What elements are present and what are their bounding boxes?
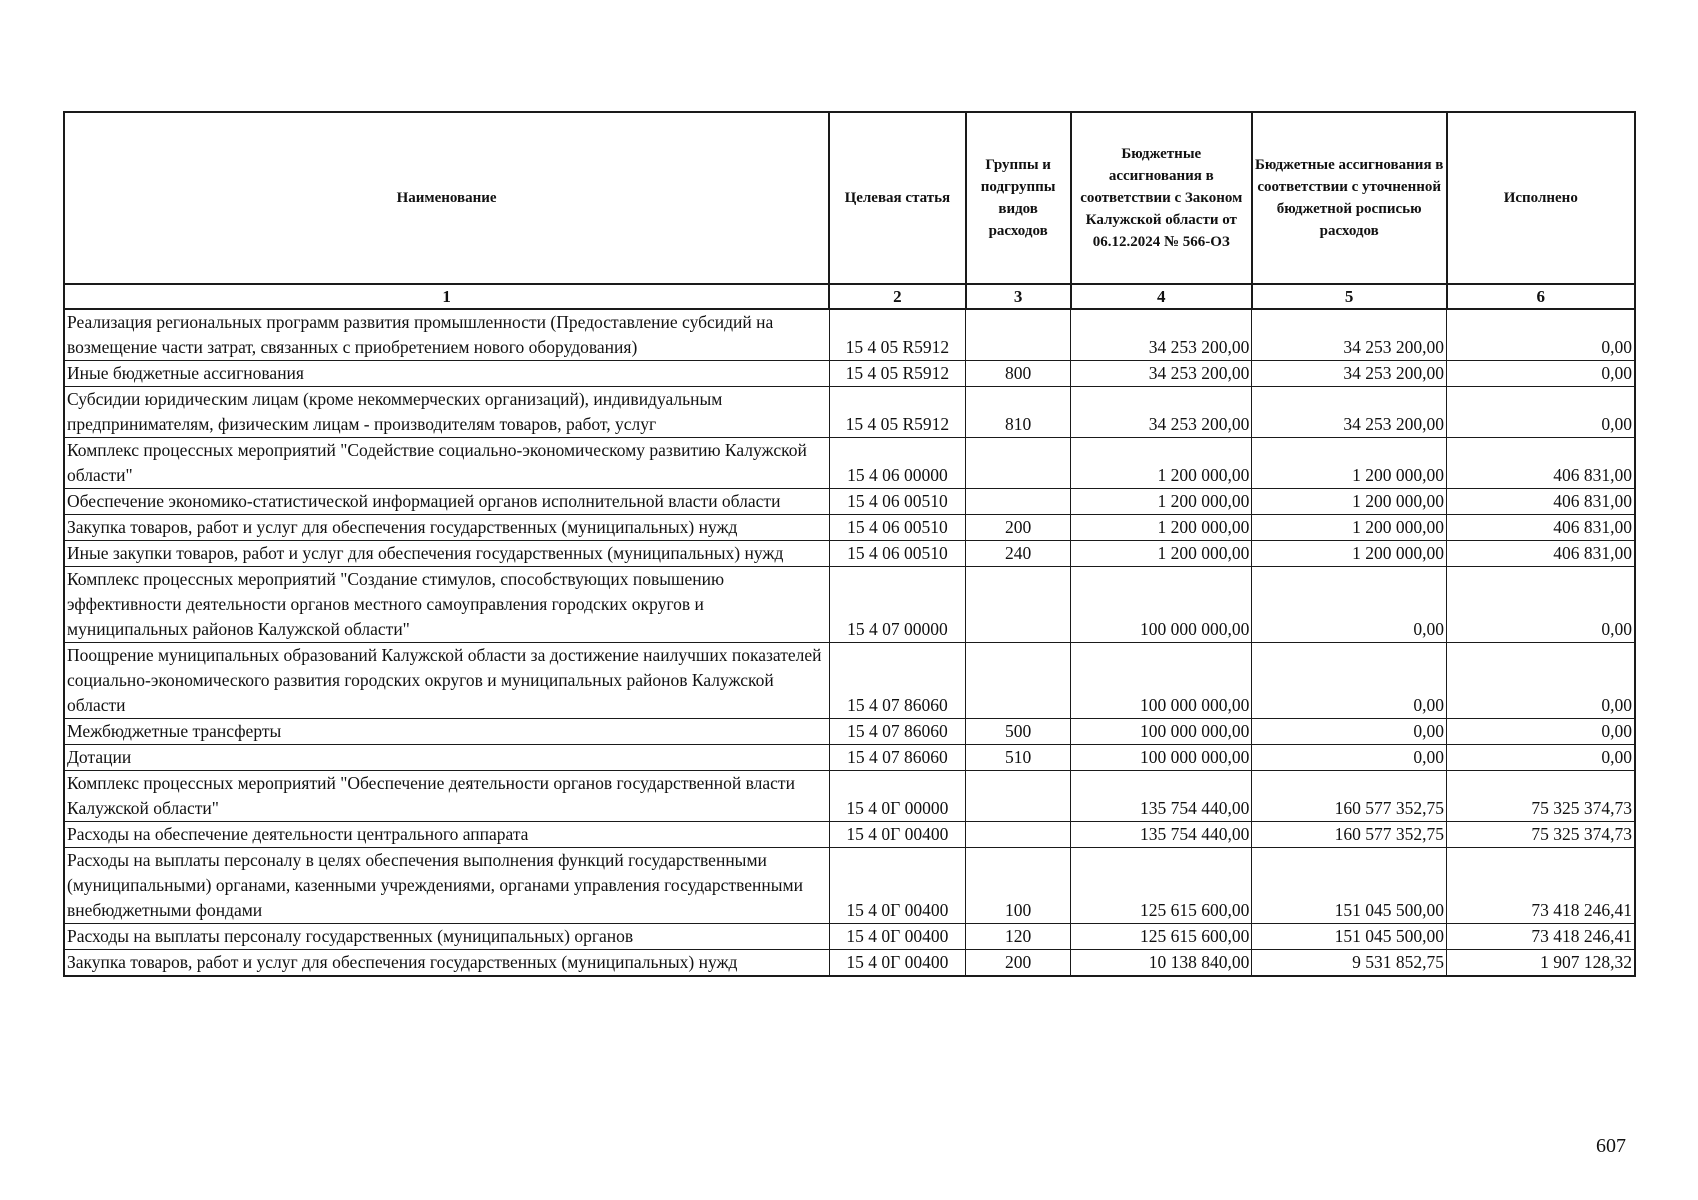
cell-executed-amount: 0,00 <box>1447 361 1635 387</box>
table-row <box>64 489 1635 515</box>
table-row <box>64 567 1635 643</box>
cell-law-amount: 1 200 000,00 <box>1071 438 1252 489</box>
table-row <box>64 541 1635 567</box>
cell-refined-amount: 34 253 200,00 <box>1252 387 1447 438</box>
header-executed: Исполнено <box>1447 112 1635 284</box>
cell-code: 15 4 0Г 00400 <box>829 950 965 977</box>
cell-name: Комплекс процессных мероприятий "Обеспечение деятельности органов государственной власти Калужской области" <box>64 771 829 822</box>
cell-executed-amount: 0,00 <box>1447 567 1635 643</box>
cell-name: Расходы на выплаты персоналу государственных (муниципальных) органов <box>64 924 829 950</box>
table-row <box>64 924 1635 950</box>
cell-code: 15 4 0Г 00400 <box>829 924 965 950</box>
cell-group <box>966 438 1071 489</box>
cell-group: 200 <box>966 950 1071 977</box>
table-row <box>64 643 1635 719</box>
cell-law-amount: 125 615 600,00 <box>1071 848 1252 924</box>
cell-code: 15 4 05 R5912 <box>829 309 965 361</box>
cell-group <box>966 643 1071 719</box>
cell-law-amount: 34 253 200,00 <box>1071 387 1252 438</box>
budget-table <box>63 111 1636 977</box>
cell-executed-amount: 0,00 <box>1447 643 1635 719</box>
cell-group: 240 <box>966 541 1071 567</box>
header-code: Целевая статья <box>829 112 965 284</box>
cell-group <box>966 822 1071 848</box>
cell-code: 15 4 06 00510 <box>829 515 965 541</box>
cell-name: Межбюджетные трансферты <box>64 719 829 745</box>
cell-code: 15 4 0Г 00400 <box>829 822 965 848</box>
cell-code: 15 4 0Г 00400 <box>829 848 965 924</box>
cell-name: Комплекс процессных мероприятий "Создание стимулов, способствующих повышению эффективности деятельности органов местного самоуправления городских округов и муниципальных районов Калужской области" <box>64 567 829 643</box>
cell-name: Расходы на выплаты персоналу в целях обеспечения выполнения функций государственными (муниципальными) органами, казенными учреждениями, органами управления государственными внебюджетными фондами <box>64 848 829 924</box>
table-row <box>64 515 1635 541</box>
header-row <box>64 112 1635 284</box>
cell-executed-amount: 75 325 374,73 <box>1447 771 1635 822</box>
cell-group: 800 <box>966 361 1071 387</box>
table-row <box>64 950 1635 977</box>
cell-refined-amount: 0,00 <box>1252 745 1447 771</box>
cell-refined-amount: 0,00 <box>1252 643 1447 719</box>
cell-executed-amount: 0,00 <box>1447 387 1635 438</box>
cell-code: 15 4 07 86060 <box>829 643 965 719</box>
column-number: 2 <box>829 284 965 309</box>
cell-executed-amount: 0,00 <box>1447 745 1635 771</box>
cell-name: Расходы на обеспечение деятельности центрального аппарата <box>64 822 829 848</box>
cell-group <box>966 489 1071 515</box>
column-number: 1 <box>64 284 829 309</box>
cell-law-amount: 10 138 840,00 <box>1071 950 1252 977</box>
cell-name: Иные закупки товаров, работ и услуг для обеспечения государственных (муниципальных) нужд <box>64 541 829 567</box>
cell-law-amount: 34 253 200,00 <box>1071 361 1252 387</box>
cell-refined-amount: 160 577 352,75 <box>1252 771 1447 822</box>
cell-executed-amount: 406 831,00 <box>1447 438 1635 489</box>
column-number: 6 <box>1447 284 1635 309</box>
cell-law-amount: 34 253 200,00 <box>1071 309 1252 361</box>
cell-law-amount: 1 200 000,00 <box>1071 515 1252 541</box>
cell-group <box>966 771 1071 822</box>
cell-group: 810 <box>966 387 1071 438</box>
table-row <box>64 361 1635 387</box>
cell-name: Дотации <box>64 745 829 771</box>
cell-refined-amount: 0,00 <box>1252 719 1447 745</box>
cell-name: Комплекс процессных мероприятий "Содействие социально-экономическому развитию Калужской области" <box>64 438 829 489</box>
cell-group: 200 <box>966 515 1071 541</box>
cell-code: 15 4 07 00000 <box>829 567 965 643</box>
cell-group <box>966 309 1071 361</box>
table-row <box>64 745 1635 771</box>
page-number: 607 <box>1596 1135 1626 1157</box>
cell-name: Закупка товаров, работ и услуг для обеспечения государственных (муниципальных) нужд <box>64 515 829 541</box>
cell-refined-amount: 34 253 200,00 <box>1252 309 1447 361</box>
cell-code: 15 4 05 R5912 <box>829 361 965 387</box>
cell-law-amount: 1 200 000,00 <box>1071 541 1252 567</box>
header-refined: Бюджетные ассигнования в соответствии с уточненной бюджетной росписью расходов <box>1252 112 1447 284</box>
cell-executed-amount: 73 418 246,41 <box>1447 924 1635 950</box>
cell-executed-amount: 0,00 <box>1447 719 1635 745</box>
cell-group <box>966 567 1071 643</box>
cell-group: 100 <box>966 848 1071 924</box>
cell-law-amount: 125 615 600,00 <box>1071 924 1252 950</box>
cell-executed-amount: 406 831,00 <box>1447 489 1635 515</box>
table-row <box>64 387 1635 438</box>
table-row <box>64 771 1635 822</box>
cell-name: Иные бюджетные ассигнования <box>64 361 829 387</box>
cell-law-amount: 100 000 000,00 <box>1071 567 1252 643</box>
cell-executed-amount: 406 831,00 <box>1447 541 1635 567</box>
cell-executed-amount: 73 418 246,41 <box>1447 848 1635 924</box>
cell-name: Субсидии юридическим лицам (кроме некоммерческих организаций), индивидуальным предпринимателям, физическим лицам - производителям товаров, работ, услуг <box>64 387 829 438</box>
column-number: 3 <box>966 284 1071 309</box>
table-row <box>64 309 1635 361</box>
cell-law-amount: 135 754 440,00 <box>1071 822 1252 848</box>
cell-refined-amount: 9 531 852,75 <box>1252 950 1447 977</box>
cell-code: 15 4 0Г 00000 <box>829 771 965 822</box>
cell-group: 120 <box>966 924 1071 950</box>
cell-name: Закупка товаров, работ и услуг для обеспечения государственных (муниципальных) нужд <box>64 950 829 977</box>
cell-group: 510 <box>966 745 1071 771</box>
budget-table-sheet <box>63 111 1636 977</box>
cell-law-amount: 100 000 000,00 <box>1071 643 1252 719</box>
column-number: 4 <box>1071 284 1252 309</box>
cell-law-amount: 135 754 440,00 <box>1071 771 1252 822</box>
table-row <box>64 719 1635 745</box>
table-row <box>64 848 1635 924</box>
cell-executed-amount: 0,00 <box>1447 309 1635 361</box>
cell-code: 15 4 07 86060 <box>829 719 965 745</box>
cell-executed-amount: 1 907 128,32 <box>1447 950 1635 977</box>
cell-law-amount: 1 200 000,00 <box>1071 489 1252 515</box>
table-row <box>64 438 1635 489</box>
cell-refined-amount: 151 045 500,00 <box>1252 924 1447 950</box>
cell-group: 500 <box>966 719 1071 745</box>
cell-code: 15 4 06 00510 <box>829 489 965 515</box>
cell-executed-amount: 75 325 374,73 <box>1447 822 1635 848</box>
cell-law-amount: 100 000 000,00 <box>1071 745 1252 771</box>
column-number: 5 <box>1252 284 1447 309</box>
header-law: Бюджетные ассигнования в соответствии с Законом Калужской области от 06.12.2024 № 566-ОЗ <box>1071 112 1252 284</box>
cell-law-amount: 100 000 000,00 <box>1071 719 1252 745</box>
cell-refined-amount: 160 577 352,75 <box>1252 822 1447 848</box>
cell-refined-amount: 1 200 000,00 <box>1252 541 1447 567</box>
cell-refined-amount: 1 200 000,00 <box>1252 489 1447 515</box>
header-group: Группы и подгруппы видов расходов <box>966 112 1071 284</box>
cell-refined-amount: 34 253 200,00 <box>1252 361 1447 387</box>
cell-refined-amount: 1 200 000,00 <box>1252 438 1447 489</box>
cell-name: Обеспечение экономико-статистической информацией органов исполнительной власти области <box>64 489 829 515</box>
cell-code: 15 4 07 86060 <box>829 745 965 771</box>
column-number-row <box>64 284 1635 309</box>
table-row <box>64 822 1635 848</box>
table-body <box>64 309 1635 976</box>
cell-code: 15 4 06 00000 <box>829 438 965 489</box>
cell-refined-amount: 151 045 500,00 <box>1252 848 1447 924</box>
header-name: Наименование <box>64 112 829 284</box>
cell-code: 15 4 05 R5912 <box>829 387 965 438</box>
cell-code: 15 4 06 00510 <box>829 541 965 567</box>
cell-refined-amount: 1 200 000,00 <box>1252 515 1447 541</box>
cell-refined-amount: 0,00 <box>1252 567 1447 643</box>
cell-name: Поощрение муниципальных образований Калужской области за достижение наилучших показателей социально-экономического развития городских округов и муниципальных районов Калужской области <box>64 643 829 719</box>
cell-executed-amount: 406 831,00 <box>1447 515 1635 541</box>
cell-name: Реализация региональных программ развития промышленности (Предоставление субсидий на возмещение части затрат, связанных с приобретением нового оборудования) <box>64 309 829 361</box>
